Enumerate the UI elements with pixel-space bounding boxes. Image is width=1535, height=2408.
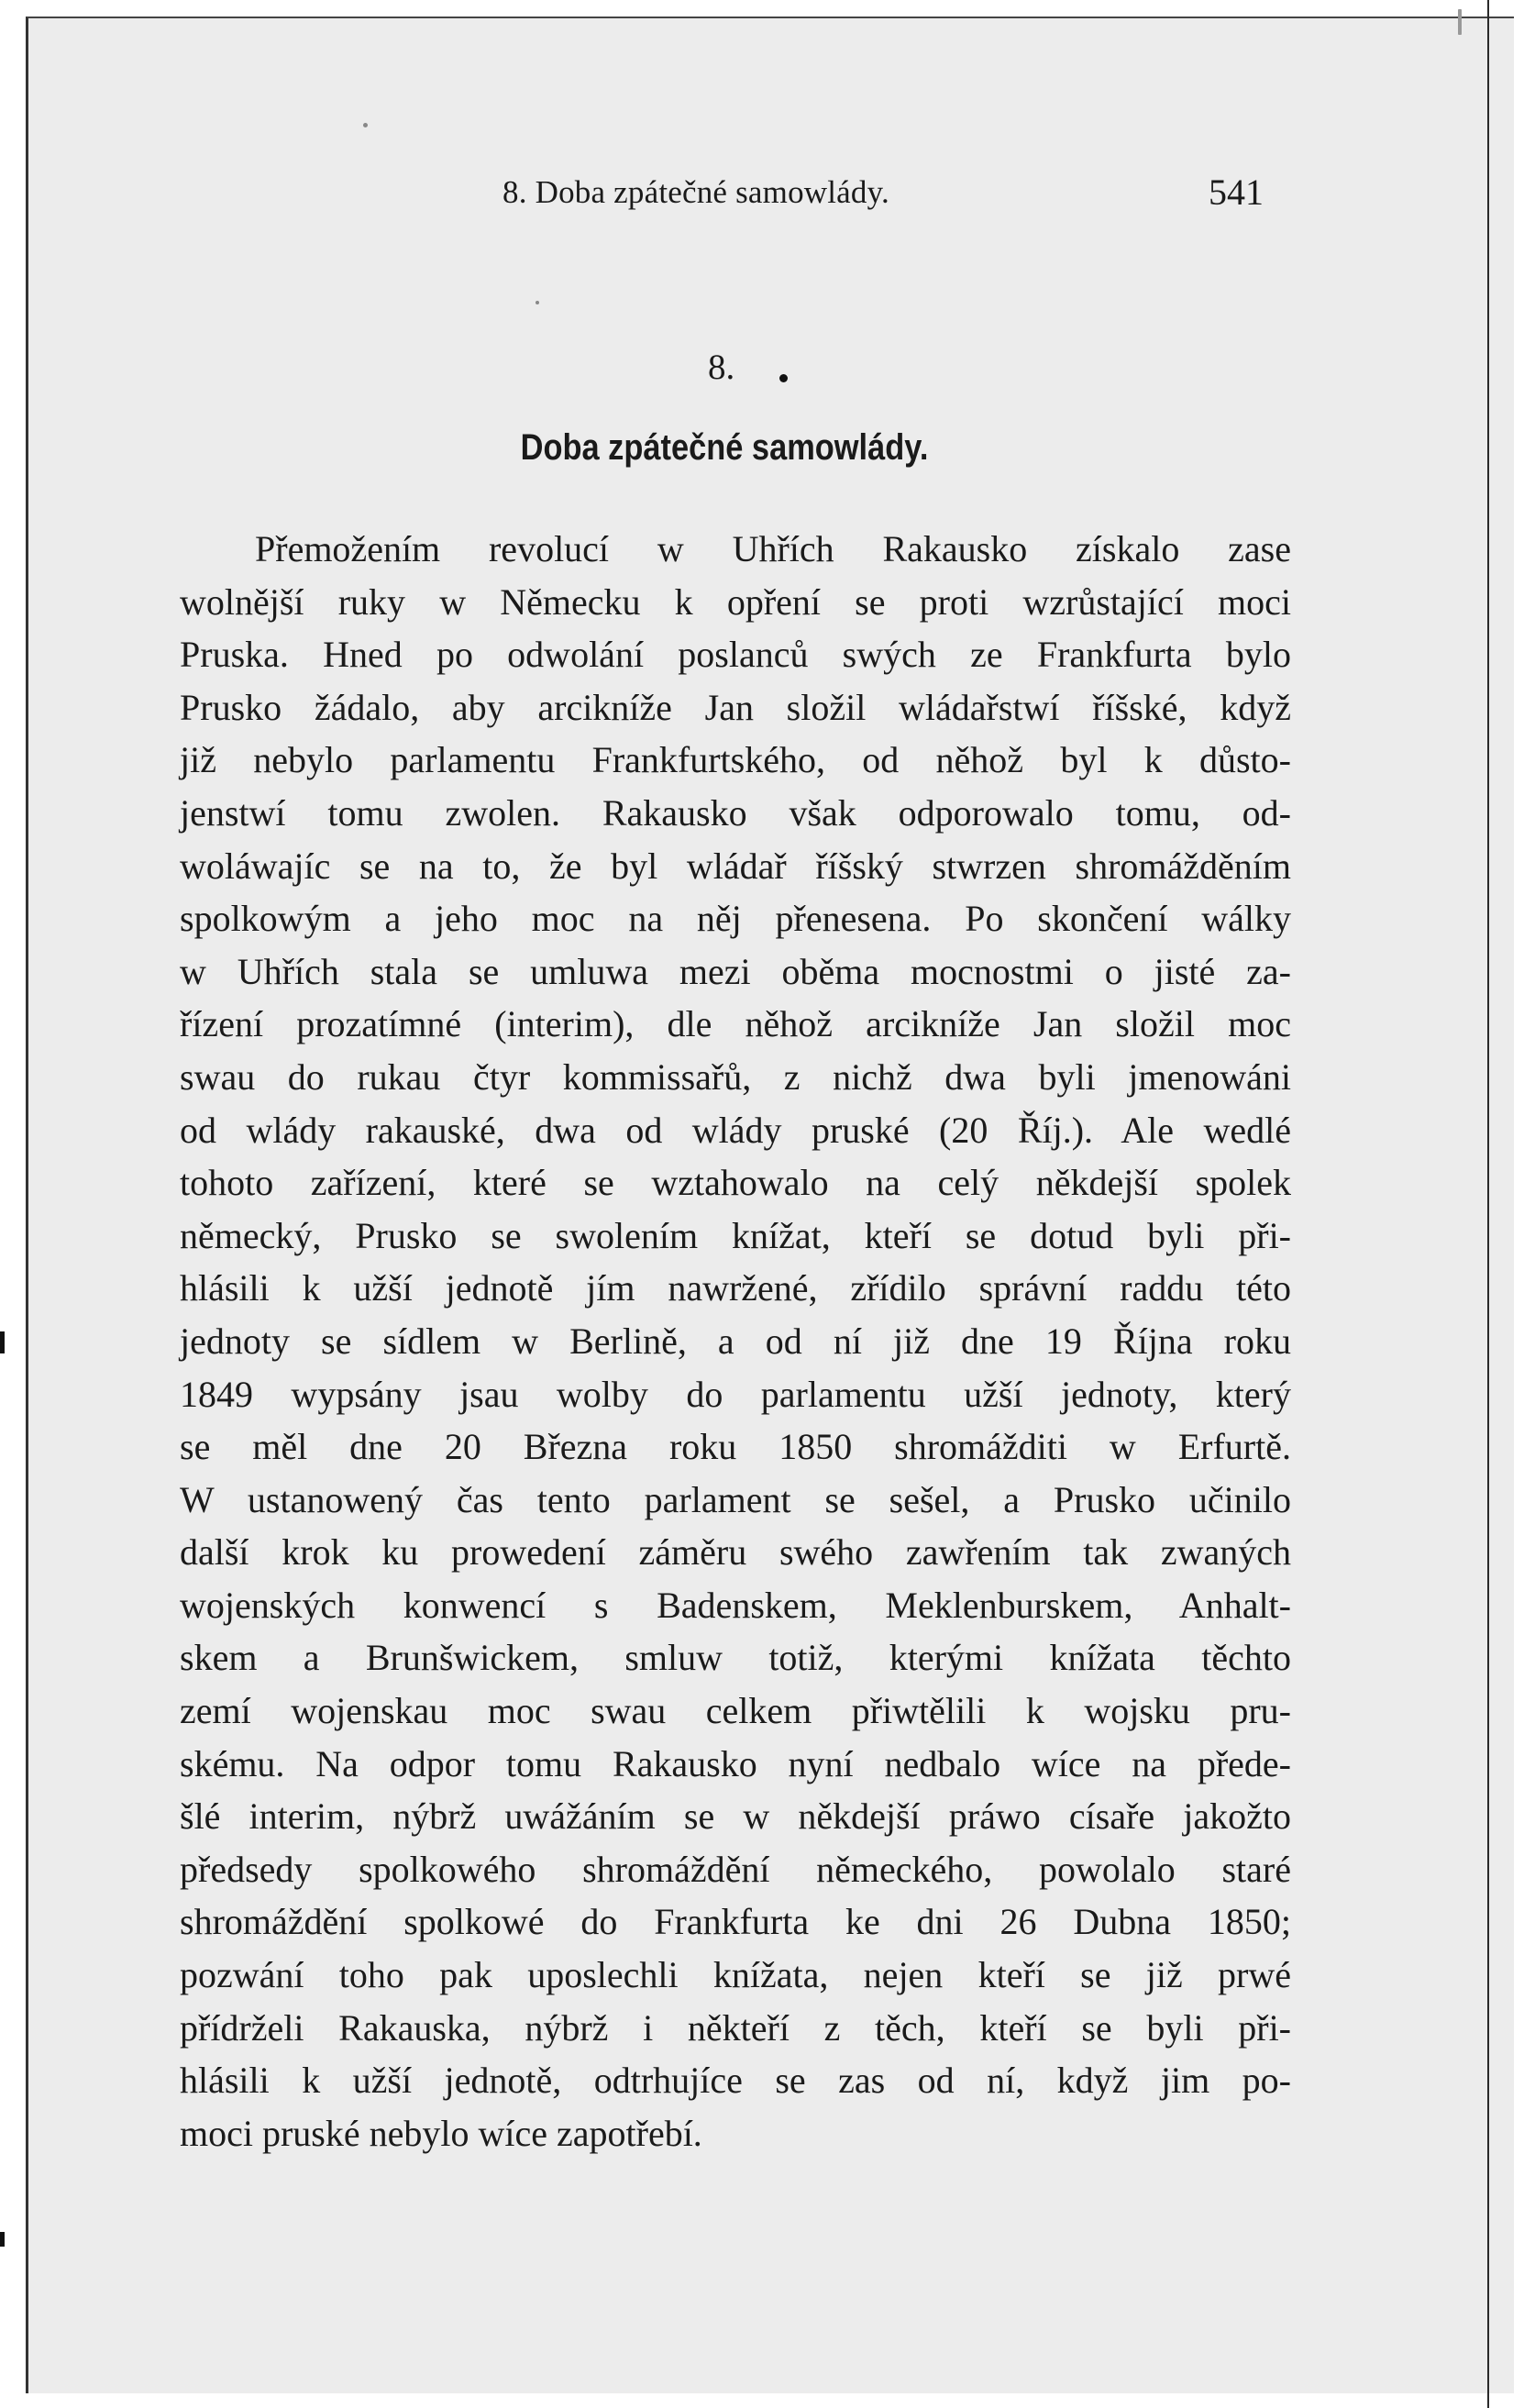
text-line: přídrželi Rakauska, nýbrž i někteří z těch, kteří se byli při- <box>180 2006 1291 2049</box>
chapter-number: 8. <box>708 348 735 387</box>
text-line: zemí wojenskau moc swau celkem přiwtělili k wojsku pru- <box>180 1690 1291 1732</box>
body-text <box>180 523 1291 2159</box>
text-line: moci pruské nebylo wíce zapotřebí. <box>180 2112 702 2154</box>
scan-speck <box>363 123 368 127</box>
text-line: další krok ku prowedení záměru swého zawřením tak zwaných <box>180 1531 1291 1574</box>
text-line: hlásili k užší jednotě, odtrhujíce se zas od ní, když jim po- <box>180 2060 1291 2102</box>
text-line: jednoty se sídlem w Berlině, a od ní již dne 19 Října roku <box>180 1320 1291 1362</box>
text-line: wojenských konwencí s Badenskem, Meklenburskem, Anhalt- <box>180 1584 1291 1626</box>
scan-speck <box>1458 9 1462 35</box>
text-line: německý, Prusko se swolením knížat, kteří se dotud byli při- <box>180 1214 1291 1256</box>
text-line: swau do rukau čtyr kommissařů, z nichž dwa byli jmenowáni <box>180 1055 1291 1098</box>
text-line: shromáždění spolkowé do Frankfurta ke dni 26 Dubna 1850; <box>180 1901 1291 1943</box>
text-line: skému. Na odpor tomu Rakausko nyní nedbalo wíce na přede- <box>180 1742 1291 1784</box>
text-line: 1849 wypsány jsau wolby do parlamentu užší jednoty, který <box>180 1373 1291 1415</box>
scan-speck <box>536 301 539 304</box>
ink-dot <box>779 374 788 382</box>
scan-edge-line <box>1487 0 1489 2408</box>
running-header-title: 8. Doba zpátečné samowlády. <box>502 174 889 210</box>
text-line: předsedy spolkowého shromáždění německého, powolalo staré <box>180 1848 1291 1890</box>
text-line: Prusko žádalo, aby arcikníže Jan složil wládařstwí říšské, když <box>180 686 1291 728</box>
text-line: šlé interim, nýbrž uwážáním se w někdejší práwo císaře jakožto <box>180 1795 1291 1838</box>
text-line: tohoto zařízení, které se wztahowalo na celý někdejší spolek <box>180 1162 1291 1204</box>
chapter-title: Doba zpátečné samowlády. <box>520 427 929 468</box>
edge-mark-upper <box>0 1331 5 1353</box>
text-line: w Uhřích stala se umluwa mezi oběma mocnostmi o jisté za- <box>180 950 1291 992</box>
text-line: hlásili k užší jednotě jím nawržené, zřídilo správní raddu této <box>180 1267 1291 1309</box>
page-number: 541 <box>1209 171 1264 213</box>
text-line: skem a Brunšwickem, smluw totiž, kterými knížata těchto <box>180 1637 1291 1679</box>
text-line: jenstwí tomu zwolen. Rakausko však odporowalo tomu, od- <box>180 791 1291 834</box>
text-line: W ustanowený čas tento parlament se sešel, a Prusko učinilo <box>180 1478 1291 1520</box>
text-line: již nebylo parlamentu Frankfurtského, od něhož byl k důsto- <box>180 739 1291 781</box>
text-line: pozwání toho pak uposlechli knížata, nejen kteří se již prwé <box>180 1954 1291 1996</box>
edge-mark-lower <box>0 2232 5 2247</box>
text-line: woláwajíc se na to, že byl wládař říšský stwrzen shromážděním <box>180 845 1291 887</box>
text-line: řízení prozatímné (interim), dle něhož arcikníže Jan složil moc <box>180 1003 1291 1045</box>
text-line: Přemožením revolucí w Uhřích Rakausko získalo zase <box>255 528 1291 569</box>
text-line: Pruska. Hned po odwolání poslanců swých ze Frankfurta bylo <box>180 634 1291 676</box>
text-line: se měl dne 20 Března roku 1850 shromážditi w Erfurtě. <box>180 1426 1291 1468</box>
text-line: wolnější ruky w Německu k opření se proti wzrůstající moci <box>180 580 1291 623</box>
text-line: od wlády rakauské, dwa od wlády pruské (20 Říj.). Ale wedlé <box>180 1109 1291 1151</box>
text-line: spolkowým a jeho moc na něj přenesena. Po skončení wálky <box>180 898 1291 940</box>
